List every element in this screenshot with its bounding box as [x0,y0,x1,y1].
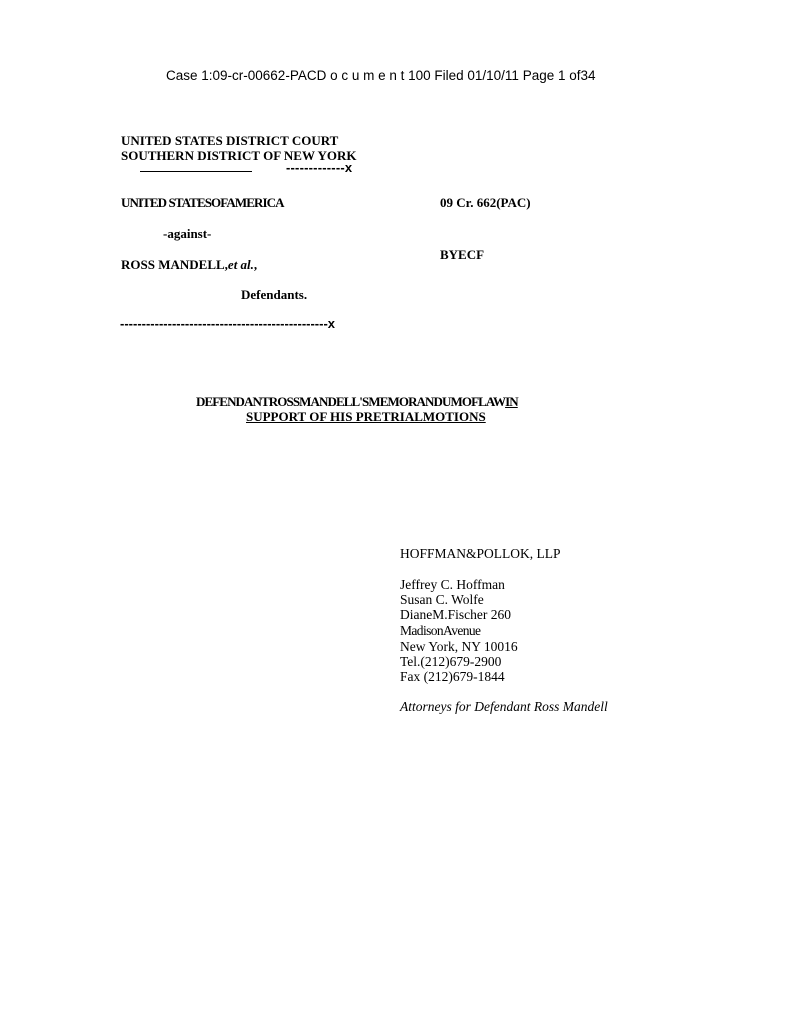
firm-fax: Fax (212)679-1844 [400,669,505,684]
court-name: UNITED STATES DISTRICT COURT [121,133,339,148]
caption-dash-bottom: ------------------------------------------------x [120,316,336,331]
firm-address-city: New York, NY 10016 [400,639,518,654]
firm-address-street: MadisonAvenue [400,623,481,638]
case-header: Case 1:09-cr-00662-PACD o c u m e n t 100 Filed 01/10/11 Page 1 of34 [166,68,596,83]
against-label: -against- [163,226,212,241]
defendant-comma: , [253,257,258,272]
firm-name: HOFFMAN&POLLOK, LLP [400,546,561,561]
attorneys-for-line: Attorneys for Defendant Ross Mandell [400,699,608,714]
document-title-line2: SUPPORT OF HIS PRETRIALMOTIONS [246,409,486,424]
attorney-name: DianeM.Fischer 260 [400,607,511,622]
plaintiff-name: UNITED STATESOFAMERICA [121,195,284,210]
defendant-name-text: ROSS MANDELL, [121,257,228,272]
caption-rule [140,171,252,172]
defendant-et-al: et al. [227,257,254,272]
document-title-underlined: IN [505,394,518,409]
attorney-name: Jeffrey C. Hoffman [400,577,505,592]
filing-method: BYECF [440,247,485,262]
defendant-name [121,257,257,273]
court-district: SOUTHERN DISTRICT OF NEW YORK [121,148,357,163]
case-number: 09 Cr. 662(PAC) [440,195,531,210]
attorney-name: Susan C. Wolfe [400,592,484,607]
caption-dash-top: -------------x [286,160,353,175]
firm-telephone: Tel.(212)679-2900 [400,654,502,669]
defendants-label: Defendants. [241,287,308,302]
document-title-text: DEFENDANTROSSMANDELL'SMEMORANDUMOFLAW [196,394,506,409]
document-title-line1 [196,394,518,410]
